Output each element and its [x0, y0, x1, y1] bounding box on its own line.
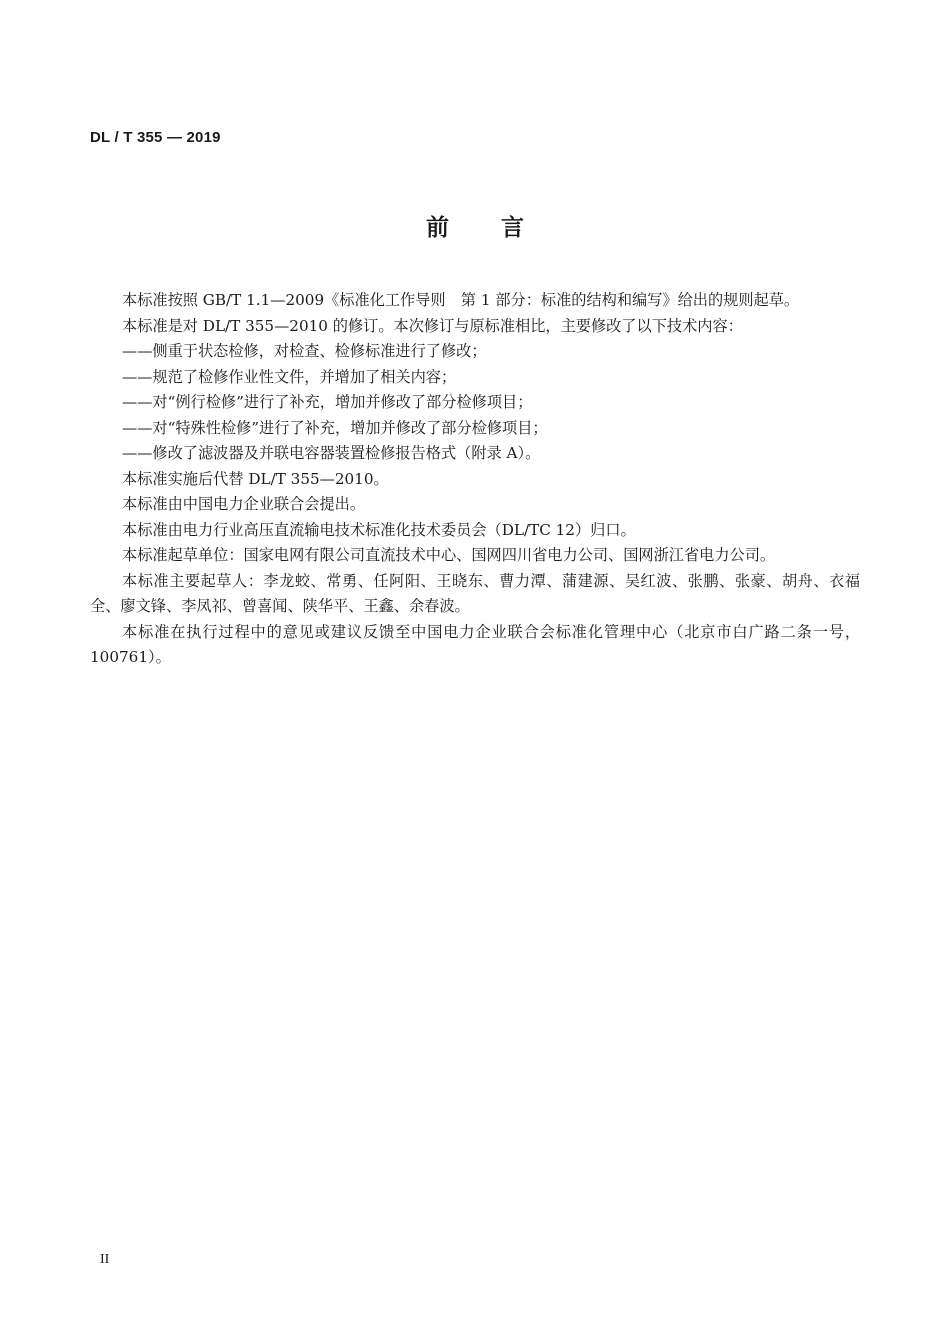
page-title-char-2: 言	[501, 215, 524, 241]
standard-code: DL / T 355 — 2019	[90, 129, 221, 146]
foreword-body	[90, 288, 860, 671]
list-item-change-3: ——对“例行检修”进行了补充，增加并修改了部分检修项目；	[122, 393, 533, 411]
paragraph-centralized-by: 本标准由电力行业高压直流输电技术标准化技术委员会（DL/TC 12）归口。	[122, 520, 636, 539]
page-title	[0, 209, 950, 242]
page-title-char-1: 前	[426, 215, 449, 241]
list-item-change-2: ——规范了检修作业性文件，并增加了相关内容；	[122, 367, 457, 386]
paragraph-feedback: 本标准在执行过程中的意见或建议反馈至中国电力企业联合会标准化管理中心（北京市白广路二条一号，100761）。	[90, 622, 860, 666]
paragraph-proposed-by: 本标准由中国电力企业联合会提出。	[122, 495, 365, 513]
paragraph-drafters: 本标准主要起草人：李龙蛟、常勇、任阿阳、王晓东、曹力潭、蒲建源、吴红波、张鹏、张豪、胡舟、衣福全、廖文锋、李凤祁、曾喜闻、陕华平、王鑫、余春波。	[90, 571, 860, 615]
paragraph-drafting-units: 本标准起草单位：国家电网有限公司直流技术中心、国网四川省电力公司、国网浙江省电力公司。	[122, 546, 776, 564]
paragraph-replaces: 本标准实施后代替 DL/T 355—2010。	[122, 469, 389, 488]
list-item-change-4: ——对“特殊性检修”进行了补充，增加并修改了部分检修项目；	[122, 418, 548, 437]
page-number: II	[100, 1252, 110, 1267]
list-item-change-5: ——修改了滤波器及并联电容器装置检修报告格式（附录 A）。	[122, 444, 541, 462]
paragraph-revision-summary: 本标准是对 DL/T 355—2010 的修订。本次修订与原标准相比，主要修改了以下技术内容：	[122, 316, 743, 335]
paragraph-drafting-rules: 本标准按照 GB/T 1.1—2009《标准化工作导则 第 1 部分：标准的结构和编写》给出的规则起草。	[122, 291, 800, 309]
list-item-change-1: ——侧重于状态检修，对检查、检修标准进行了修改；	[122, 342, 487, 360]
